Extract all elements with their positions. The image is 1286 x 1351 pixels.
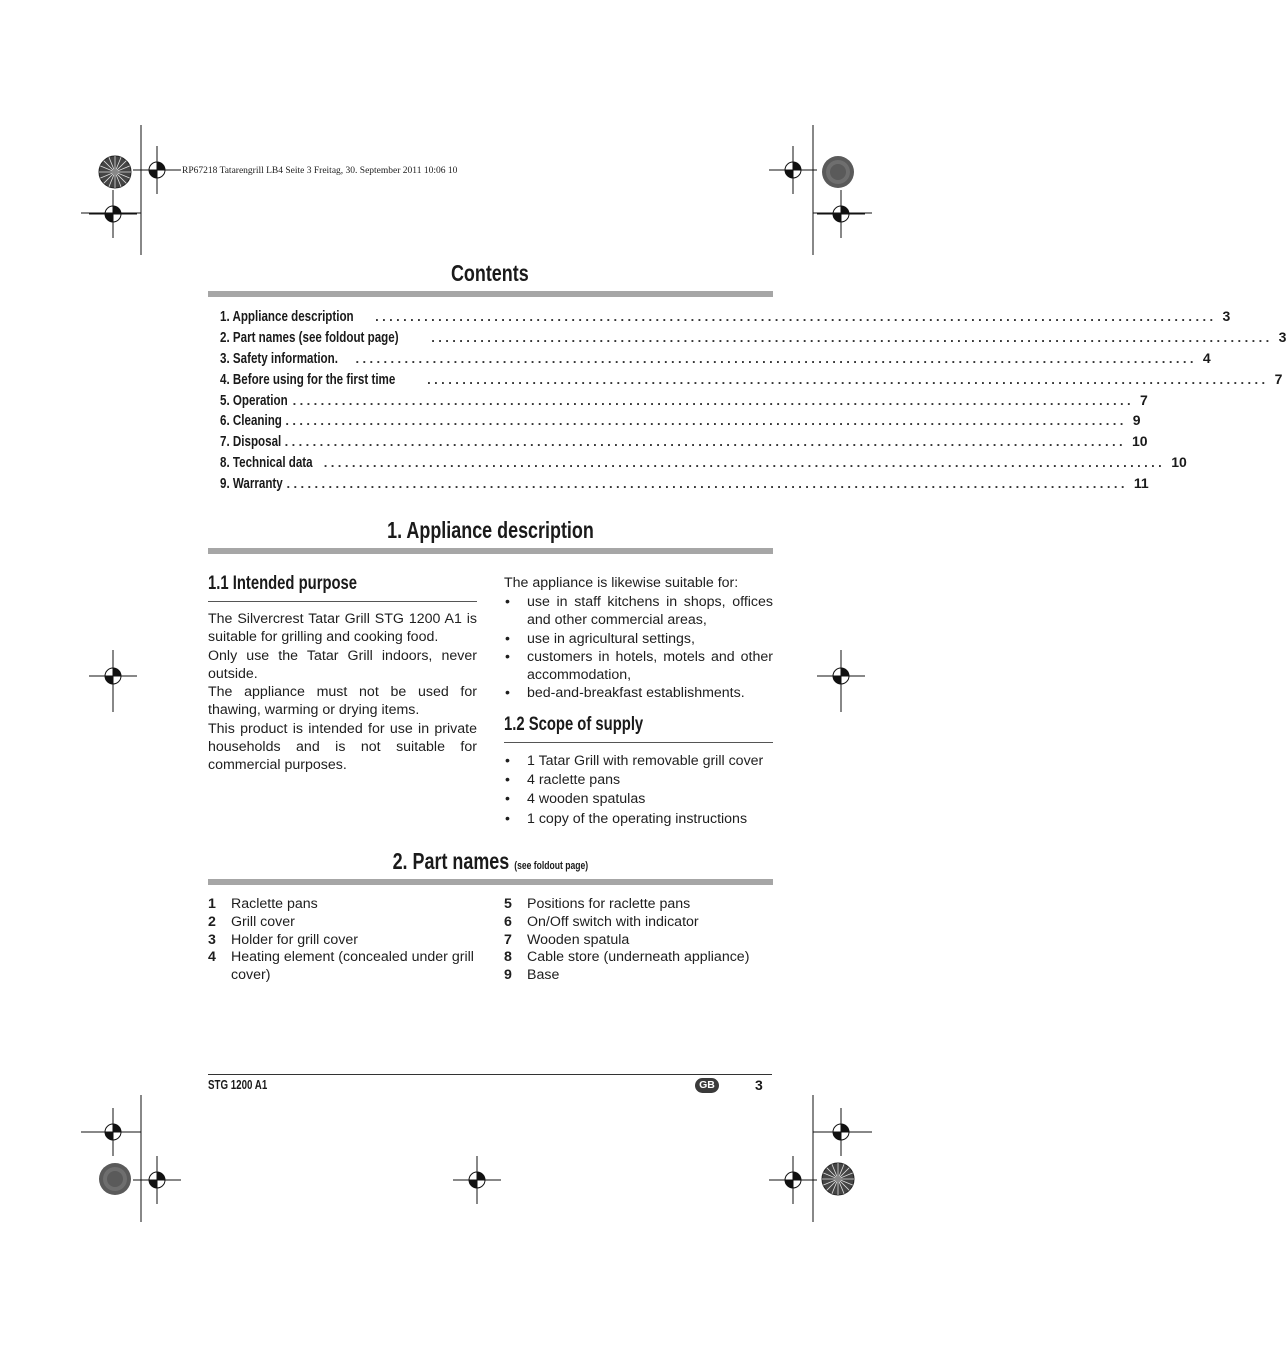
list-item: • bed-and-breakfast establishments. [504,684,773,702]
section1-rule [208,548,773,554]
toc-entry-label: 6. Cleaning [220,413,282,430]
toc-entry-label: 4. Before using for the first time [220,371,396,388]
list-item: • use in agricultural settings, [504,630,773,648]
part-name: Cable store (underneath appliance) [527,949,750,966]
part-item [504,914,773,932]
toc-leader-dots: ........................................................................................................................ [355,350,1197,366]
part-name: Holder for grill cover [231,931,358,948]
intended-paragraph: The Silvercrest Tatar Grill STG 1200 A1 is suitable for grilling and cooking food. [208,611,477,646]
part-name: Heating element (concealed under grill cover) [231,949,474,984]
toc-entry-page: 9 [1132,412,1141,429]
toc-entry-page: 3 [1222,308,1231,324]
toc-entry [220,412,1141,433]
toc-entry-label: 1. Appliance description [220,309,354,325]
language-badge: GB [695,1078,719,1093]
toc-entry-label: 5. Operation [220,392,288,409]
list-item: • 1 Tatar Grill with removable grill cover [504,752,773,771]
toc-entry-page: 7 [1274,370,1283,387]
toc-entry [220,308,1231,329]
toc-entry-page: 10 [1171,454,1187,471]
print-header-line: RP67218 Tatarengrill LB4 Seite 3 Freitag, 30. September 2011 10:06 10 [182,166,458,176]
toc-entry-page: 4 [1202,349,1211,366]
section2-title-note: (see foldout page) [513,860,588,872]
toc-entry [220,475,1149,496]
toc-entry [220,454,1187,475]
toc-leader-dots: ........................................................................................................................ [286,476,1128,492]
toc-leader-dots: ........................................................................................................................ [284,434,1126,450]
toc-leader-dots: ........................................................................................................................ [323,455,1166,471]
toc-leader-dots: ........................................................................................................................ [375,309,1217,324]
intended-paragraph: The appliance must not be used for thawing, warming or drying items. [208,684,477,719]
footer-model: STG 1200 A1 [208,1078,268,1092]
page-number: 3 [755,1077,763,1093]
intended-paragraph: Only use the Tatar Grill indoors, never outside. [208,647,477,682]
section1-title: 1. Appliance description [386,517,594,543]
table-of-contents [220,308,1286,496]
part-item [504,896,773,914]
suitable-list [504,593,773,703]
part-number: 1 [208,896,216,912]
part-name: Grill cover [231,913,295,930]
part-number: 9 [504,967,512,984]
part-number: 5 [504,896,512,912]
part-item [208,914,477,932]
toc-entry-label: 3. Safety information. [220,350,338,367]
section2-title: 2. Part names (see foldout page) [392,848,588,874]
scope-list [504,752,773,829]
part-number: 3 [208,931,216,948]
part-item [208,949,477,985]
scope-of-supply-heading: 1.2 Scope of supply [504,714,644,735]
toc-entry-label: 8. Technical data [220,455,313,472]
part-number: 7 [504,931,512,948]
list-item: • use in staff kitchens in shops, offices and other commercial areas, [504,593,773,630]
part-name: Base [527,967,560,984]
part-name: Wooden spatula [527,931,630,948]
toc-leader-dots: ........................................................................................................................ [427,371,1269,387]
list-item: • 1 copy of the operating instructions [504,810,773,829]
toc-entry [220,349,1211,371]
toc-entry-label: 7. Disposal [220,434,282,451]
toc-entry [220,433,1148,454]
part-item [208,932,477,950]
toc-entry-page: 11 [1133,475,1149,492]
part-number: 2 [208,913,216,930]
part-number: 8 [504,949,512,966]
list-item: • 4 raclette pans [504,771,773,790]
toc-entry [220,370,1283,392]
part-number: 4 [208,949,216,966]
part-name: On/Off switch with indicator [527,913,699,930]
toc-entry [220,328,1286,350]
part-item [504,949,773,967]
toc-entry-label: 2. Part names (see foldout page) [220,329,399,346]
toc-entry-label: 9. Warranty [220,476,283,493]
toc-entry-page: 10 [1131,433,1148,450]
part-name: Raclette pans [231,896,318,912]
suitable-intro: The appliance is likewise suitable for: [504,575,739,591]
parts-list-right [504,896,773,985]
part-name: Positions for raclette pans [527,896,691,912]
footer-rule [208,1074,772,1075]
intended-purpose-heading: 1.1 Intended purpose [208,573,358,594]
toc-leader-dots: ........................................................................................................................ [431,329,1273,345]
part-number: 6 [504,913,512,930]
list-item: • 4 wooden spatulas [504,790,773,809]
section2-rule [208,879,773,885]
toc-leader-dots: ........................................................................................................................ [292,392,1135,408]
intended-purpose-text [208,610,477,775]
part-item [504,932,773,950]
toc-entry-page: 7 [1140,391,1148,408]
parts-list-left [208,896,477,985]
part-item [208,896,477,914]
intended-paragraph: This product is intended for use in private households and is not suitable for commercial purposes. [208,720,477,774]
scope-of-supply-rule [504,742,773,743]
toc-entry-page: 3 [1278,328,1286,345]
part-item [504,967,773,985]
toc-entry [220,391,1148,413]
intended-purpose-rule [208,601,477,602]
contents-title: Contents [451,260,529,286]
contents-rule [208,291,773,297]
toc-leader-dots: ........................................................................................................................ [285,413,1127,429]
list-item: • customers in hotels, motels and other accommodation, [504,648,773,685]
